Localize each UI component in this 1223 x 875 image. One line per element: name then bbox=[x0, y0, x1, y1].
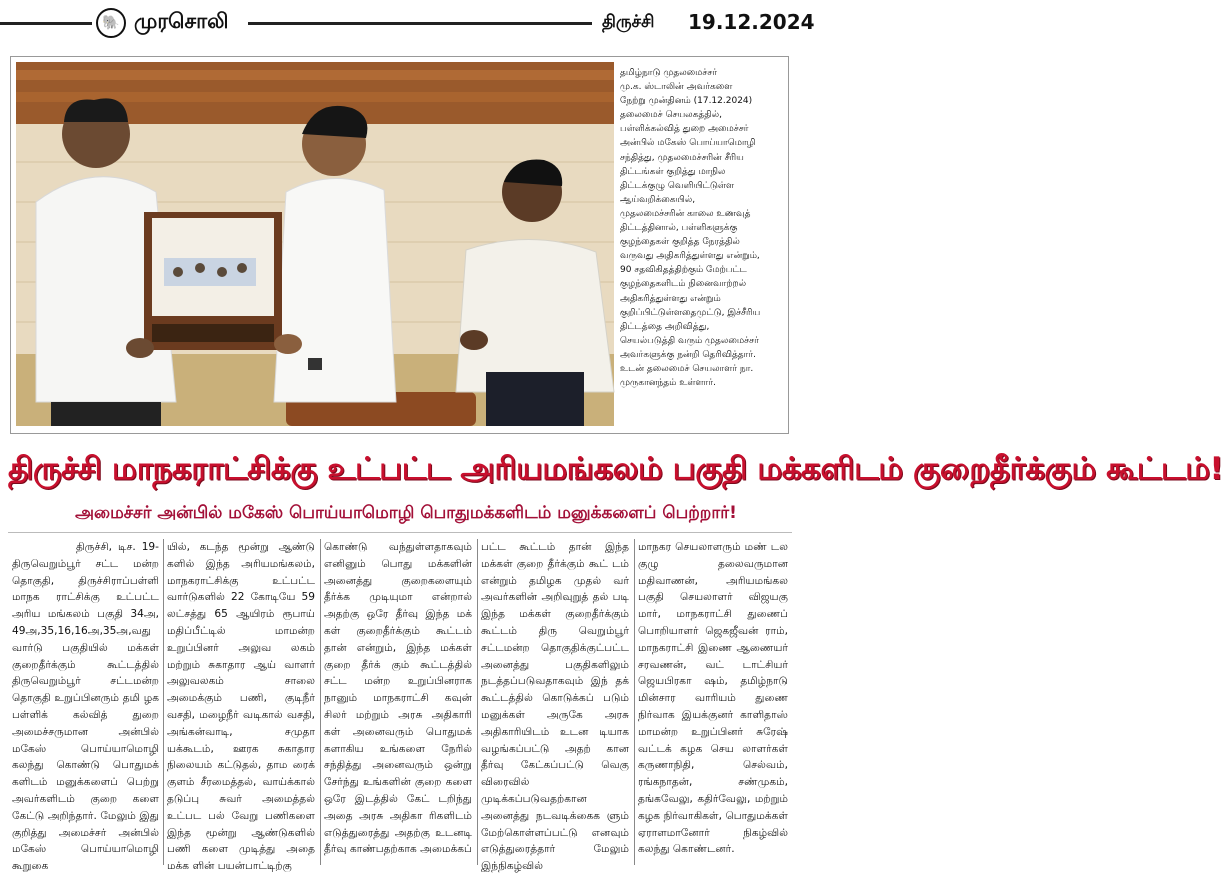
column-divider bbox=[163, 539, 164, 865]
photo-caption bbox=[620, 66, 790, 390]
caption-line: மு.க. ஸ்டாலின் அவர்களை bbox=[620, 82, 733, 93]
caption-line: குறிப்பிட்டுள்ளதைமுட்டு, இச்சீரிய bbox=[620, 307, 761, 318]
caption-line: திட்டங்கள் குறித்து மாநில bbox=[620, 166, 726, 177]
caption-line: திட்டத்தினால், பள்ளிகளுக்கு bbox=[620, 223, 738, 234]
caption-line: குழந்தைகளிடம் நினைவாற்றல் bbox=[620, 279, 747, 290]
caption-line: அதிகரித்துள்ளது என்றும் bbox=[620, 293, 721, 304]
caption-line: தலைமைச் செயலகத்தில், bbox=[620, 110, 722, 121]
caption-line: அவர்களுக்கு நன்றி தெரிவித்தார். bbox=[620, 349, 756, 360]
masthead-rule-left bbox=[0, 22, 92, 25]
article-column-4: பட்ட கூட்டம் தான் இந்த மக்கள் குறை தீர்க்கும் கூட் டம் என்றும் தமிழக முதல் வர் அவர்களின் அறிவுறுத் தல் படி இந்த மக்கள் குறைதீர்க்கும் கூட்டம் திரு வெறும்பூர் சட்டமன்ற தொகுதிக்குட்பட்ட அனைத்து பகுதிகளிலும் நடத்தப்படுவதாகவும் இந் தக் கூட்டத்தில் கொடுக்கப் படும் மனுக்கள் அருகே அரசு அதிகாரியிடம் உடன டியாக வழங்கப்பட்டு அதற் கான தீர்வு கேட்கப்பட்டு வெகு விரைவில் முடிக்கப்படுவதற்கான அனைத்து நடவடிக்கைக ளும் மேற்கொள்ளப்பட்டு எனவும் எடுத்துரைத்தார் மேலும் இந்நிகழ்வில் bbox=[481, 541, 629, 873]
photo-illustration-icon bbox=[16, 62, 614, 426]
caption-line: 90 சதவிகிதத்திற்கும் மேற்பட்ட bbox=[620, 265, 747, 276]
caption-line: திட்டத்தை அறிவித்து, bbox=[620, 321, 710, 332]
column-divider bbox=[477, 539, 478, 865]
article-column-3: கொண்டு வந்துள்ளதாகவும் எனினும் பொது மக்களின் அனைத்து குறைகளையும் தீர்க்க முடியுமா என்றால் அதற்கு ஒரே தீர்வு இந்த மக் கள் குறைதீர்க்கும் கூட்டம் தான் என்றும், இந்த மக்கள் குறை தீர்க் கும் கூட்டத்தில் சட்ட மன்ற உறுப்பினராக நானும் மாநகராட்சி கவுன் சிலர் மற்றும் அரசு அதிகாரி கள் அனைவரும் பொதுமக் களாகிய உங்களை நேரில் சந்தித்து அனைவரும் ஒன்று சேர்ந்து உங்களின் குறை களை ஒரே இடத்தில் கேட் டறிந்து அதை அரசு அதிகா ரிகளிடம் எடுத்துரைத்து அதற்கு உடனடி தீர்வு காண்பதற்காக அமைக்கப் bbox=[324, 541, 472, 856]
caption-line: முதலமைச்சரின் காலை உணவுத் bbox=[620, 208, 751, 219]
caption-line: அன்பில் மகேஸ் பொய்யாமொழி bbox=[620, 138, 756, 149]
column-divider bbox=[320, 539, 321, 865]
caption-line: வருவது அதிகரித்துள்ளது என்றும், bbox=[620, 251, 760, 262]
paper-name: முரசொலி bbox=[134, 9, 229, 33]
caption-line: முருகானந்தம் உள்ளார். bbox=[620, 378, 716, 389]
elephant-logo-icon: 🐘 bbox=[96, 8, 126, 38]
article-column-5: மாநகர செயலாளரும் மண் டல குழு தலைவருமான மதிவாணன், அரியமங்கல பகுதி செயலாளர் விஜயகு மார், மாநகராட்சி துணைப் பொறியாளர் ஜெகஜீவன் ராம், மாநகராட்சி இணை ஆணையர் சரவணன், வட் டாட்சியர் ஜெயபிரகா ஷம், தமிழ்நாடு மின்சார வாரியம் துணை நிர்வாக இயக்குனர் காளிதாஸ் மாமன்ற உறுப்பினர் சுரேஷ் வட்டக் கழக செய லாளர்கள் கருணாநிதி, செல்வம், ரங்கநாதன், சண்முகம், தங்கவேலு, கதிர்வேலு, மற்றும் கழக நிர்வாகிகள், பொதுமக்கள் ஏராளமானோர் நிகழ்வில் கலந்து கொண்டனர். bbox=[638, 541, 788, 856]
caption-line: உடன் தலைமைச் செயலாளர் நா. bbox=[620, 363, 754, 374]
masthead bbox=[0, 0, 815, 46]
news-photo bbox=[16, 62, 614, 426]
article-column-1: திருச்சி, டிச. 19- திருவெறும்பூர் சட்ட மன்ற தொகுதி, திருச்சிராப்பள்ளி மாநக ராட்சிக்கு உட்பட்ட அரிய மங்கலம் பகுதி 34அ, 49அ,35,16,16அ,35அ,வது வார்டு பகுதியில் மக்கள் குறைதீர்க்கும் கூட்டத்தில் திருவெறும்பூர் சட்டமன்ற தொகுதி உறுப்பினரும் தமி ழக பள்ளிக் கல்வித் துறை அமைச்சருமான அன்பில் மகேஸ் பொய்யாமொழி கலந்து கொண்டு பொதுமக் களிடம் மனுக்களைப் பெற்று அவர்களிடம் குறை களை கேட்டு அறிந்தார். மேலும் இது குறித்து அமைச்சர் அன்பில் மகேஸ் பொய்யாமொழி கூறுகை bbox=[12, 541, 159, 873]
caption-line: சந்தித்து, முதலமைச்சரின் சீரிய bbox=[620, 152, 744, 163]
headline: திருச்சி மாநகராட்சிக்கு உட்பட்ட அரியமங்கலம் பகுதி மக்களிடம் குறைதீர்க்கும் கூட்டம்! bbox=[8, 451, 1223, 487]
caption-line: ஆய்வறிக்கையில், bbox=[620, 194, 696, 205]
subheadline: அமைச்சர் அன்பில் மகேஸ் பொய்யாமொழி பொதுமக்களிடம் மனுக்களைப் பெற்றார்! bbox=[75, 503, 737, 523]
article-column-2: யில், கடந்த மூன்று ஆண்டு களில் இந்த அரியமங்கலம், மாநகராட்சிக்கு உட்பட்ட வார்டுகளில் 22 கோடியே 59 லட்சத்து 65 ஆயிரம் ரூபாய் மதிப்பீட்டில் மாமன்ற உறுப்பினர் அலுவ லகம் மற்றும் சுகாதார ஆய் வாளர் அலுவலகம் சாலை அமைக்கும் பணி, குடிநீர் வசதி, மழைநீர் வடிகால் வசதி, அங்கன்வாடி, சமுதா யக்கூடம், ஊரக சுகாதார நிலையம் கட்டுதல், தாம ரைக் குளம் சீரமைத்தல், வாய்க்கால் தடுப்பு சுவர் அமைத்தல் உட்பட பல் வேறு பணிகளை இந்த மூன்று ஆண்டுகளில் பணி களை முடித்து அதை மக்க ளின் பயன்பாட்டிற்கு bbox=[167, 541, 315, 873]
edition-date: 19.12.2024 bbox=[688, 10, 815, 34]
caption-line: பள்ளிக்கல்வித் துறை அமைச்சர் bbox=[620, 124, 749, 135]
masthead-rule-middle bbox=[248, 22, 592, 25]
caption-line: திட்டக்குழு வெளியிட்டுள்ள bbox=[620, 180, 735, 191]
caption-line: நேற்று முன்தினம் (17.12.2024) bbox=[620, 96, 753, 107]
caption-line: செயல்படுத்தி வரும் முதலமைச்சர் bbox=[620, 335, 759, 346]
divider bbox=[8, 532, 792, 533]
caption-line: தமிழ்நாடு முதலமைச்சர் bbox=[620, 68, 718, 78]
column-divider bbox=[634, 539, 635, 865]
edition-city: திருச்சி bbox=[602, 12, 655, 32]
caption-line: குழந்தைகள் குறித்த நேரத்தில் bbox=[620, 237, 740, 248]
